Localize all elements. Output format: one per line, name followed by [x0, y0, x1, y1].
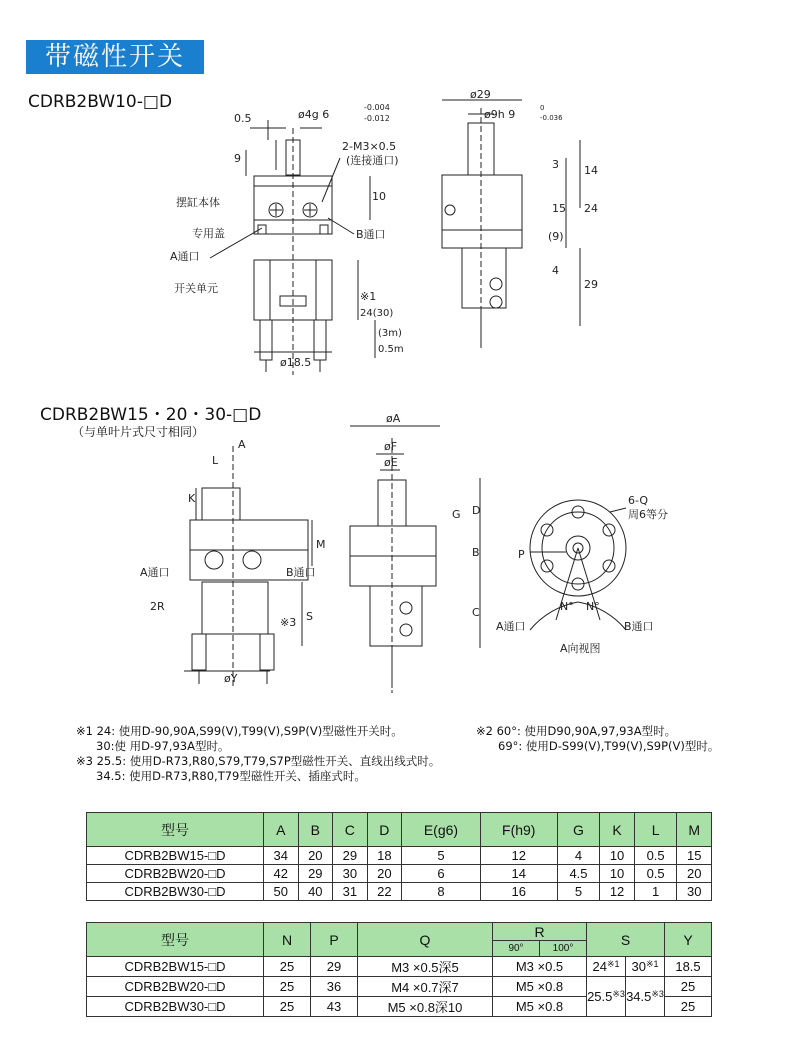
dim-note1: ※1 [360, 290, 377, 303]
cell: 20 [677, 865, 712, 883]
lbl-a-port-view: A通口 [496, 620, 526, 633]
lbl-K: K [188, 492, 196, 505]
cell: 20 [367, 865, 402, 883]
cell: 25 [264, 957, 311, 977]
label-switch: 开关单元 [174, 282, 218, 295]
cell: CDRB2BW30-□D [87, 997, 264, 1017]
lbl-L: L [212, 454, 219, 467]
lbl-N1: N° [560, 600, 574, 613]
lbl-b-port-large: B通口 [286, 566, 316, 579]
dim-shaft: ø4g 6 [298, 108, 330, 121]
t1-h0: 型号 [87, 813, 264, 847]
cell: 18 [367, 847, 402, 865]
dim-185: ø18.5 [280, 356, 312, 369]
tol-9h2: -0.036 [540, 114, 563, 122]
dim-3: 3 [552, 158, 559, 171]
lbl-b-port-view: B通口 [624, 620, 654, 633]
cell: 1 [634, 883, 677, 901]
cell-s1 [587, 957, 626, 977]
dim-05: 0.5 [234, 112, 252, 125]
cell: 8 [402, 883, 481, 901]
cell: M3 ×0.5 [493, 957, 587, 977]
lbl-Y: øY [224, 672, 238, 685]
lbl-6Q: 6-Q [628, 494, 649, 507]
drawing-large-front [130, 436, 330, 686]
cell: 40 [298, 883, 333, 901]
cell: 30 [677, 883, 712, 901]
t1-h9: L [634, 813, 677, 847]
tol-plus: -0.004 [364, 103, 390, 112]
lbl-note3: ※3 [280, 616, 297, 629]
note2-a: ※2 60°: 使用D90,90A,97,93A型时。 [476, 724, 677, 738]
lbl-a-port-large: A通口 [140, 566, 170, 579]
t1-h6: F(h9) [480, 813, 557, 847]
dim-24: 24(30) [360, 308, 394, 319]
cell: 5 [402, 847, 481, 865]
t1-h10: M [677, 813, 712, 847]
cell: 25 [665, 997, 712, 1017]
dim-9p: (9) [548, 230, 564, 243]
cell: 22 [367, 883, 402, 901]
s2-value: 30 [631, 959, 646, 974]
cell: 10 [600, 847, 635, 865]
dim-9: 9 [234, 152, 241, 165]
cell: CDRB2BW20-□D [87, 977, 264, 997]
lbl-view: A向视图 [560, 642, 601, 655]
dim-24v: 24 [584, 202, 598, 215]
table-row [87, 883, 712, 901]
model-small-label: CDRB2BW10-□D [28, 92, 173, 112]
cell: 18.5 [665, 957, 712, 977]
cell: 36 [311, 977, 358, 997]
section-title: 带磁性开关 [26, 40, 204, 74]
t2-h3: Q [358, 923, 493, 957]
cell: 42 [264, 865, 299, 883]
t2-h1: N [264, 923, 311, 957]
cell: 10 [600, 865, 635, 883]
drawing-large-side [340, 408, 500, 693]
t1-h7: G [557, 813, 600, 847]
cell: M3 ×0.5深5 [358, 957, 493, 977]
label-body: 摆缸本体 [176, 196, 220, 209]
cell: M5 ×0.8 [493, 977, 587, 997]
cell: 31 [333, 883, 368, 901]
lbl-A: A [238, 438, 246, 451]
t1-h8: K [600, 813, 635, 847]
lbl-D: D [472, 504, 481, 517]
note1-a: ※1 24: 使用D-90,90A,S99(V),T99(V),S9P(V)型磁性开关时。 [76, 724, 403, 738]
s1-value: 24 [592, 959, 607, 974]
dim-14: 14 [584, 164, 598, 177]
cell-s-merged2 [626, 977, 665, 1017]
t2-h2: P [311, 923, 358, 957]
cell: CDRB2BW15-□D [87, 847, 264, 865]
note2-b: 69°: 使用D-S99(V),T99(V),S9P(V)型时。 [498, 739, 720, 753]
cell: 43 [311, 997, 358, 1017]
notes-left [76, 724, 440, 784]
lbl-equal: 周6等分 [628, 508, 668, 521]
s2-note: ※1 [645, 959, 659, 969]
cell: 12 [480, 847, 557, 865]
table-row [87, 977, 712, 997]
s1-note: ※1 [606, 959, 620, 969]
cell: 12 [600, 883, 635, 901]
lbl-P: P [518, 548, 525, 561]
port-callout-sub: (连接通口) [346, 154, 399, 167]
cell-s2 [626, 957, 665, 977]
cell: M5 ×0.8深10 [358, 997, 493, 1017]
t2-h4: R [493, 923, 587, 941]
t2-h0: 型号 [87, 923, 264, 957]
dimension-table-2 [86, 922, 712, 1017]
table-row [87, 957, 712, 977]
t2-h5: S [587, 923, 665, 957]
dim-3m: (3m) [378, 328, 402, 339]
table-row [87, 865, 712, 883]
cell: 4.5 [557, 865, 600, 883]
lbl-F: øF [384, 440, 398, 453]
cell: 16 [480, 883, 557, 901]
tol-minus: -0.012 [364, 114, 390, 123]
dim-29v: 29 [584, 278, 598, 291]
drawing-small-front [150, 100, 440, 375]
cell: 25 [264, 977, 311, 997]
t1-h3: C [333, 813, 368, 847]
note3-a: ※3 25.5: 使用D-R73,R80,S79,T79,S7P型磁性开关、直线出线式时。 [76, 754, 441, 768]
lbl-G: G [452, 508, 461, 521]
cell: 29 [333, 847, 368, 865]
s-merged1-note: ※3 [612, 989, 625, 999]
dim-10: 10 [372, 190, 386, 203]
dim-05m: 0.5m [378, 344, 404, 355]
cell: M5 ×0.8 [493, 997, 587, 1017]
note1-b: 30:使 用D-97,93A型时。 [96, 739, 230, 753]
cell: 0.5 [634, 847, 677, 865]
lbl-B: B [472, 546, 480, 559]
cell: CDRB2BW15-□D [87, 957, 264, 977]
cell: 20 [298, 847, 333, 865]
label-a-port: A通口 [170, 250, 200, 263]
notes-right [476, 724, 719, 754]
cell: 15 [677, 847, 712, 865]
cell: CDRB2BW30-□D [87, 883, 264, 901]
t1-h4: D [367, 813, 402, 847]
s-merged2-note: ※3 [651, 989, 664, 999]
t2-h6: Y [665, 923, 712, 957]
label-b-port: B通口 [356, 228, 386, 241]
t1-h5: E(g6) [402, 813, 481, 847]
table2-header-row [87, 923, 712, 941]
cell: 6 [402, 865, 481, 883]
cell: 25 [665, 977, 712, 997]
s-merged1-value: 25.5 [587, 989, 613, 1004]
drawing-small-side [430, 88, 610, 368]
lbl-C: C [472, 606, 480, 619]
drawing-a-view [490, 490, 690, 660]
table-row [87, 847, 712, 865]
lbl-N2: N° [586, 600, 600, 613]
label-cover: 专用盖 [192, 227, 225, 240]
lbl-M: M [316, 538, 326, 551]
t2-r100: 100° [540, 941, 587, 957]
dim-15: 15 [552, 202, 566, 215]
lbl-A-dia: øA [386, 412, 401, 425]
cell: 30 [333, 865, 368, 883]
tol-9h: 0 [540, 104, 545, 112]
dimension-table-1 [86, 812, 712, 901]
lbl-S: S [306, 610, 313, 623]
model-large-note: （与单叶片式尺寸相同） [72, 425, 205, 439]
cell: M4 ×0.7深7 [358, 977, 493, 997]
cell: 14 [480, 865, 557, 883]
table1-header-row [87, 813, 712, 847]
t1-h2: B [298, 813, 333, 847]
t2-r90: 90° [493, 941, 540, 957]
t1-h1: A [264, 813, 299, 847]
cell: 5 [557, 883, 600, 901]
cell: 25 [264, 997, 311, 1017]
cell: CDRB2BW20-□D [87, 865, 264, 883]
lbl-2R: 2R [150, 600, 165, 613]
cell: 29 [311, 957, 358, 977]
dim-4: 4 [552, 264, 559, 277]
cell: 34 [264, 847, 299, 865]
port-callout: 2-M3×0.5 [342, 140, 397, 153]
dim-29: ø29 [470, 88, 491, 101]
cell: 29 [298, 865, 333, 883]
s-merged2-value: 34.5 [626, 989, 652, 1004]
cell: 50 [264, 883, 299, 901]
lbl-E: øE [384, 456, 398, 469]
cell: 0.5 [634, 865, 677, 883]
cell: 4 [557, 847, 600, 865]
dim-9h: ø9h 9 [484, 108, 516, 121]
model-large-label: CDRB2BW15・20・30-□D [40, 405, 262, 425]
cell-s-merged1 [587, 977, 626, 1017]
note3-b: 34.5: 使用D-R73,R80,T79型磁性开关、插座式时。 [96, 769, 366, 783]
